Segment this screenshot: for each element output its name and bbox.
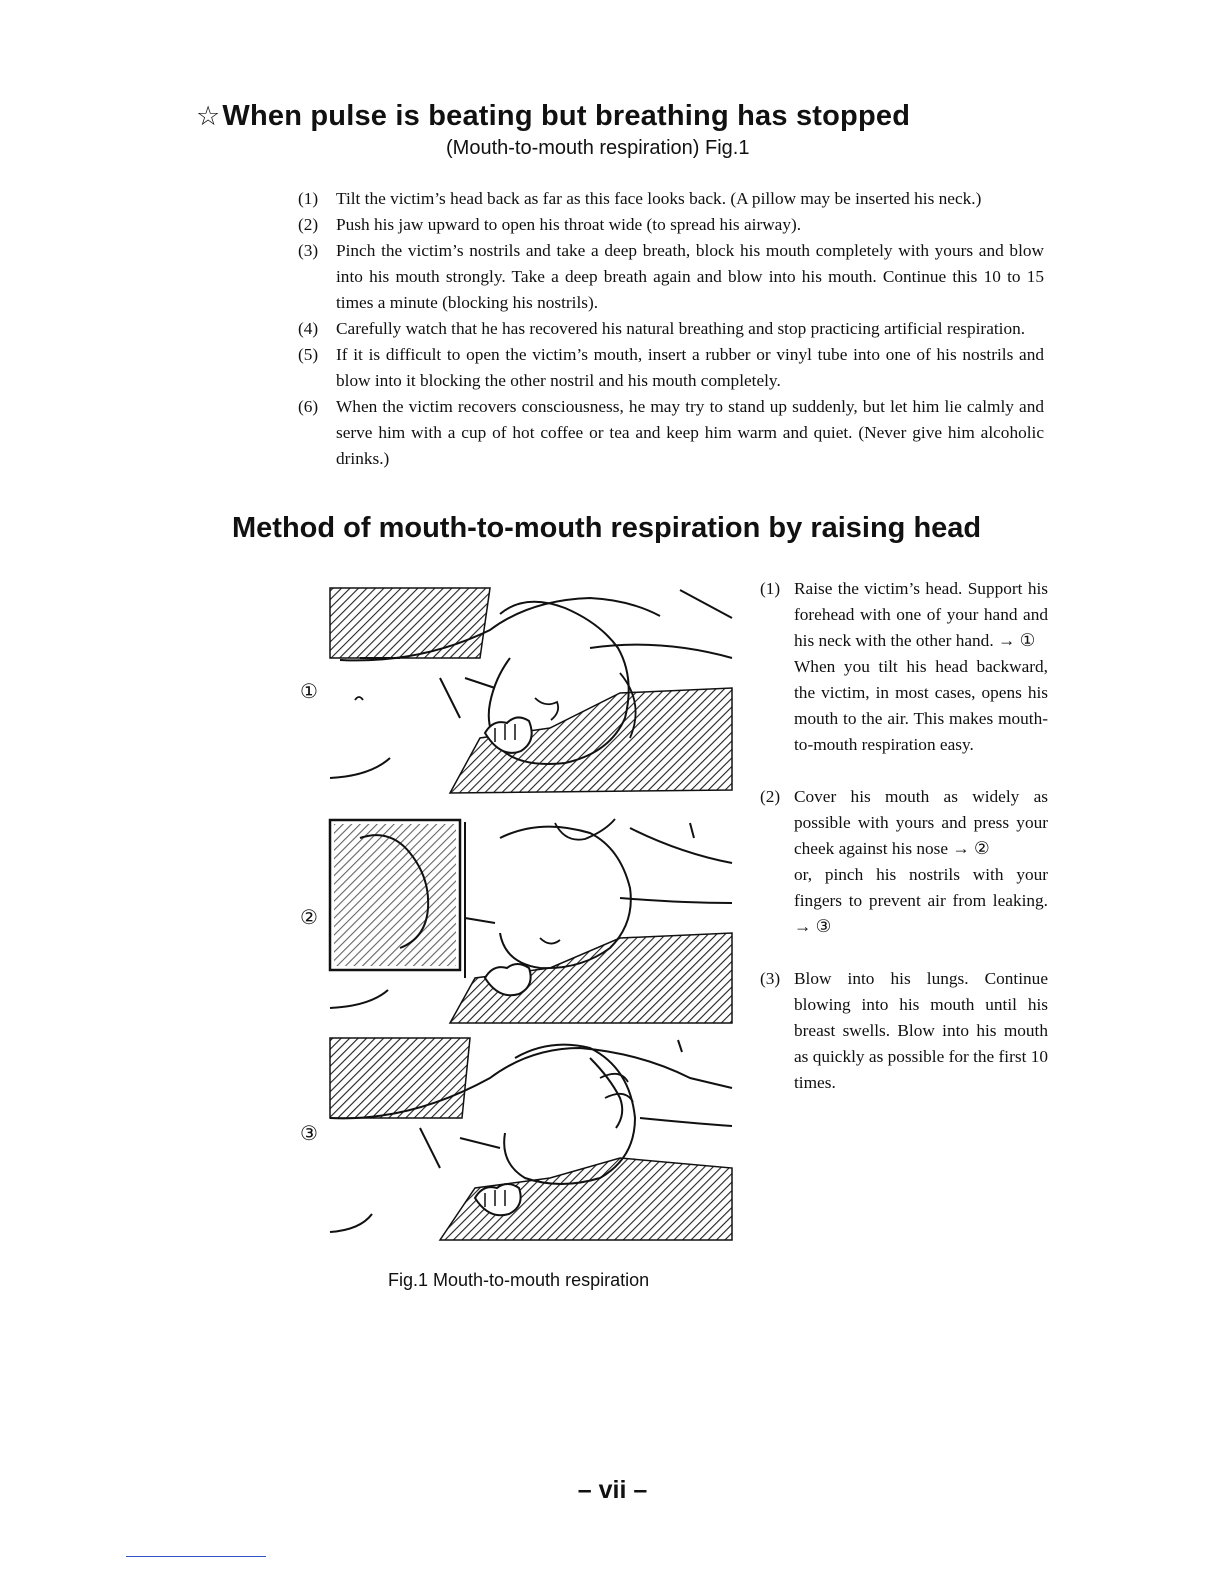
list-item: (2) Push his jaw upward to open his throat wide (to spread his airway). xyxy=(298,215,802,234)
figure-marker-3: ③ xyxy=(300,1121,318,1145)
figure-panel-2 xyxy=(330,819,732,1023)
mouth-to-mouth-figure xyxy=(300,578,740,1248)
list-item: (3) Pinch the victim’s nostrils and take a deep breath, block his mouth completely with yours and blow into his mouth strongly. Take a deep breath again and blow into his mouth. Continue this 10 to 15 times a minute (blocking his nostrils). xyxy=(298,241,1044,312)
figure-panel-1 xyxy=(330,588,732,793)
list-item: (6) When the victim recovers consciousness, he may try to stand up suddenly, but let him lie calmly and serve him with a cup of hot coffee or tea and keep him warm and quiet. (Never give him alcoholic drinks.) xyxy=(298,397,1044,468)
figure-marker-2: ② xyxy=(300,905,318,929)
method-steps-list xyxy=(760,576,1048,1122)
page-number: – vii – xyxy=(577,1476,648,1504)
figure-illustration xyxy=(300,578,740,1248)
figure-marker-1: ① xyxy=(300,679,318,703)
figure-caption: Fig.1 Mouth-to-mouth respiration xyxy=(388,1270,650,1290)
section-title-text: When pulse is beating but breathing has stopped xyxy=(222,100,911,132)
list-item: (3) Blow into his lungs. Continue blowing into his mouth until his breast swells. Blow into his mouth as quickly as possible for the first 10 times. xyxy=(760,969,1048,1092)
list-item: (4) Carefully watch that he has recovered his natural breathing and stop practicing artificial respiration. xyxy=(298,319,1026,338)
figure-panel-3 xyxy=(330,1038,732,1240)
breathing-steps-list xyxy=(298,186,1044,472)
method-title: Method of mouth-to-mouth respiration by raising head xyxy=(232,512,982,544)
list-item: (2) Cover his mouth as widely as possible with yours and press your cheek against his nose → ② or, pinch his nostrils with your fingers to prevent air from leaking. → ③ xyxy=(760,787,1048,936)
star-icon: ☆ xyxy=(196,101,221,131)
divider xyxy=(126,1556,266,1557)
list-item: (5) If it is difficult to open the victim’s mouth, insert a rubber or vinyl tube into one of his nostrils and blow into it blocking the other nostril and his mouth completely. xyxy=(298,345,1044,390)
section-subtitle: (Mouth-to-mouth respiration) Fig.1 xyxy=(446,137,750,159)
list-item: (1) Raise the victim’s head. Support his forehead with one of your hand and his neck with the other hand. → ① When you tilt his head backward, the victim, in most cases, opens his mouth to the air. This makes mouth-to-mouth respiration easy. xyxy=(760,579,1048,754)
section-title xyxy=(196,100,910,133)
list-item: (1) Tilt the victim’s head back as far as this face looks back. (A pillow may be inserted his neck.) xyxy=(298,189,982,208)
